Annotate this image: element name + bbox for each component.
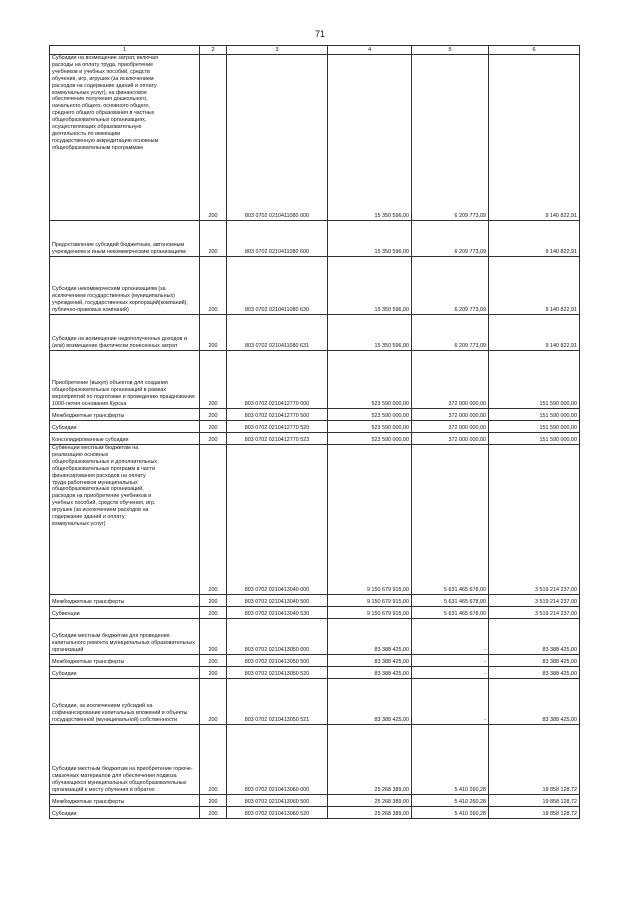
row-col2-value: 200 [200, 351, 227, 409]
row-amount-remaining: 19 858 128,72 [489, 807, 580, 819]
row-amount-approved: 523 590 000,00 [328, 421, 412, 433]
table-row [50, 725, 580, 795]
row-col2-value: 200 [200, 421, 227, 433]
row-amount-approved: 83 388 425,00 [328, 667, 412, 679]
row-amount-executed: 5 631 465 678,00 [412, 595, 489, 607]
row-classification-code: 803 0702 0210413060 500 [227, 795, 328, 807]
row-amount-approved: 15 350 596,00 [328, 257, 412, 315]
row-description: Субсидии [50, 807, 200, 819]
row-amount-remaining: 9 140 822,91 [489, 315, 580, 351]
row-amount-remaining: 9 140 822,91 [489, 221, 580, 257]
table-row [50, 595, 580, 607]
row-amount-approved: 523 590 000,00 [328, 409, 412, 421]
row-classification-code: 803 0702 0210413050 520 [227, 667, 328, 679]
row-col2-value: 200 [200, 679, 227, 725]
header-col-2: 2 [200, 46, 227, 55]
table-row [50, 607, 580, 619]
header-col-3: 3 [227, 46, 328, 55]
row-amount-remaining: 19 858 128,72 [489, 725, 580, 795]
row-col2-value: 200 [200, 607, 227, 619]
budget-execution-table [49, 45, 580, 819]
row-amount-remaining: 9 140 822,91 [489, 257, 580, 315]
row-amount-remaining: 83 388 425,00 [489, 667, 580, 679]
header-col-4: 4 [328, 46, 412, 55]
row-description: Межбюджетные трансферты [50, 409, 200, 421]
row-col2-value: 200 [200, 795, 227, 807]
row-description: Субсидии на возмещение затрат, включая расходы на оплату труда, приобретение учебников и учебных пособий, средств обучения, игр, игрушек (за исключением расходов на содержание зданий и оплату коммунальных услуг), на финансовое обеспечение получения дошкольного, начального общего, основного общего, среднего общего образования в частных общеобразовательных организациях, осуществляющих образовательную деятельность по имеющим государственную аккредитацию основным общеобразовательным программам [50, 55, 200, 221]
row-amount-approved: 83 388 425,00 [328, 655, 412, 667]
row-amount-remaining: 19 858 128,72 [489, 795, 580, 807]
header-col-1: 1 [50, 46, 200, 55]
row-amount-approved: 15 350 596,00 [328, 221, 412, 257]
row-description: Субсидии местным бюджетам на приобретение горюче-смазочных материалов для обеспечения подвоза обучающихся муниципальных общеобразовательных организаций к месту обучения и обратно [50, 725, 200, 795]
row-amount-remaining: 3 519 214 237,00 [489, 445, 580, 595]
row-amount-executed: 372 000 000,00 [412, 409, 489, 421]
row-col2-value: 200 [200, 409, 227, 421]
row-amount-approved: 9 150 679 915,00 [328, 445, 412, 595]
row-amount-executed: 5 410 260,28 [412, 725, 489, 795]
row-description: Субсидии некоммерческим организациям (за исключением государственных (муниципальных) учреждений, государственных корпораций(компаний), публично-правовых компаний) [50, 257, 200, 315]
row-col2-value: 200 [200, 619, 227, 655]
row-classification-code: 803 0702 0210411080 000 [227, 55, 328, 221]
row-classification-code: 803 0702 0210412770 500 [227, 409, 328, 421]
row-amount-executed: - [412, 667, 489, 679]
row-amount-remaining: 151 590 000,00 [489, 351, 580, 409]
row-description: Предоставление субсидий бюджетным, автономным учреждениям и иным некоммерческим организациям [50, 221, 200, 257]
row-description: Субсидии [50, 667, 200, 679]
row-amount-approved: 25 268 389,00 [328, 795, 412, 807]
row-amount-executed: - [412, 679, 489, 725]
row-amount-executed: 372 000 000,00 [412, 421, 489, 433]
row-classification-code: 803 0702 0210413040 530 [227, 607, 328, 619]
row-amount-remaining: 3 519 214 237,00 [489, 607, 580, 619]
row-amount-approved: 523 590 000,00 [328, 433, 412, 445]
row-classification-code: 803 0702 0210413060 520 [227, 807, 328, 819]
row-classification-code: 803 0702 0210413050 500 [227, 655, 328, 667]
row-col2-value: 200 [200, 433, 227, 445]
row-classification-code: 803 0702 0210412770 520 [227, 421, 328, 433]
row-amount-executed: 6 209 773,09 [412, 315, 489, 351]
header-col-5: 5 [412, 46, 489, 55]
row-amount-executed: 6 209 773,09 [412, 221, 489, 257]
row-col2-value: 200 [200, 595, 227, 607]
row-col2-value: 200 [200, 725, 227, 795]
row-col2-value: 200 [200, 655, 227, 667]
row-amount-executed: 6 209 773,09 [412, 55, 489, 221]
row-amount-remaining: 3 519 214 237,00 [489, 595, 580, 607]
row-col2-value: 200 [200, 55, 227, 221]
row-col2-value: 200 [200, 257, 227, 315]
table-row [50, 619, 580, 655]
row-amount-remaining: 151 590 000,00 [489, 433, 580, 445]
row-description: Консолидированные субсидии [50, 433, 200, 445]
row-amount-executed: 372 000 000,00 [412, 433, 489, 445]
row-amount-executed: 5 631 465 678,00 [412, 607, 489, 619]
table-row [50, 351, 580, 409]
row-description: Межбюджетные трансферты [50, 595, 200, 607]
row-description: Субсидии, за исключением субсидий на софинансирование капитальных вложений в объекты государственной (муниципальной) собственности [50, 679, 200, 725]
row-amount-remaining: 9 140 822,91 [489, 55, 580, 221]
row-description: Межбюджетные трансферты [50, 655, 200, 667]
row-amount-approved: 523 590 000,00 [328, 351, 412, 409]
row-description: Субсидии [50, 421, 200, 433]
row-amount-remaining: 83 388 425,00 [489, 619, 580, 655]
row-classification-code: 803 0702 0210413040 500 [227, 595, 328, 607]
row-amount-executed: - [412, 655, 489, 667]
table-row [50, 221, 580, 257]
row-description: Субвенции [50, 607, 200, 619]
table-row [50, 315, 580, 351]
row-col2-value: 200 [200, 221, 227, 257]
row-amount-approved: 9 150 679 915,00 [328, 595, 412, 607]
row-classification-code: 803 0702 0210412770 523 [227, 433, 328, 445]
table-row [50, 257, 580, 315]
table-row [50, 655, 580, 667]
row-amount-approved: 83 388 425,00 [328, 679, 412, 725]
row-classification-code: 803 0702 0210412770 000 [227, 351, 328, 409]
header-col-6: 6 [489, 46, 580, 55]
row-amount-remaining: 83 388 425,00 [489, 679, 580, 725]
table-row [50, 409, 580, 421]
row-col2-value: 200 [200, 667, 227, 679]
row-description: Субсидии на возмещение недополученных доходов и (или) возмещение фактически понесенных затрат [50, 315, 200, 351]
table-row [50, 679, 580, 725]
row-description: Межбюджетные трансферты [50, 795, 200, 807]
row-amount-remaining: 83 388 425,00 [489, 655, 580, 667]
row-description: Субсидии местным бюджетам для проведения капитального ремонта муниципальных образовательных организаций [50, 619, 200, 655]
table-row [50, 667, 580, 679]
row-classification-code: 803 0702 0210411080 600 [227, 221, 328, 257]
row-classification-code: 803 0702 0210411080 630 [227, 257, 328, 315]
row-amount-executed: 372 000 000,00 [412, 351, 489, 409]
row-classification-code: 803 0702 0210413040 000 [227, 445, 328, 595]
row-col2-value: 200 [200, 445, 227, 595]
row-classification-code: 803 0702 0210413050 521 [227, 679, 328, 725]
row-amount-approved: 15 350 596,00 [328, 55, 412, 221]
table-row [50, 445, 580, 595]
row-amount-executed: - [412, 619, 489, 655]
table-row [50, 433, 580, 445]
table-row [50, 795, 580, 807]
row-amount-executed: 5 631 465 678,00 [412, 445, 489, 595]
row-amount-approved: 83 388 425,00 [328, 619, 412, 655]
row-amount-executed: 5 410 260,28 [412, 807, 489, 819]
table-row [50, 807, 580, 819]
row-amount-executed: 6 209 773,09 [412, 257, 489, 315]
row-amount-approved: 25 268 389,00 [328, 807, 412, 819]
row-amount-executed: 5 410 260,28 [412, 795, 489, 807]
row-classification-code: 803 0702 0210413050 000 [227, 619, 328, 655]
row-col2-value: 200 [200, 315, 227, 351]
table-row [50, 421, 580, 433]
row-col2-value: 200 [200, 807, 227, 819]
table-header-row [50, 46, 580, 55]
page-number: 71 [314, 29, 325, 39]
row-amount-remaining: 151 590 000,00 [489, 421, 580, 433]
row-description: Приобретение (выкуп) объектов для создания общеобразовательных организаций в рамках мероприятий по подготовке и проведению празднования 1000-летия основания Курска [50, 351, 200, 409]
row-amount-remaining: 151 590 000,00 [489, 409, 580, 421]
row-description: Субвенции местным бюджетам на реализацию основных общеобразовательных и дополнительных общеобразовательных программ в части финансирования расходов на оплату труда работников муниципальных общеобразовательных организаций, расходов на приобретение учебников и учебных пособий, средств обучения, игр, игрушек (за исключением расходов на содержание зданий и оплату коммунальных услуг) [50, 445, 200, 595]
row-classification-code: 803 0702 0210411080 631 [227, 315, 328, 351]
row-classification-code: 803 0702 0210413060 000 [227, 725, 328, 795]
row-amount-approved: 15 350 596,00 [328, 315, 412, 351]
row-amount-approved: 25 268 389,00 [328, 725, 412, 795]
table-row [50, 55, 580, 221]
row-amount-approved: 9 150 679 915,00 [328, 607, 412, 619]
